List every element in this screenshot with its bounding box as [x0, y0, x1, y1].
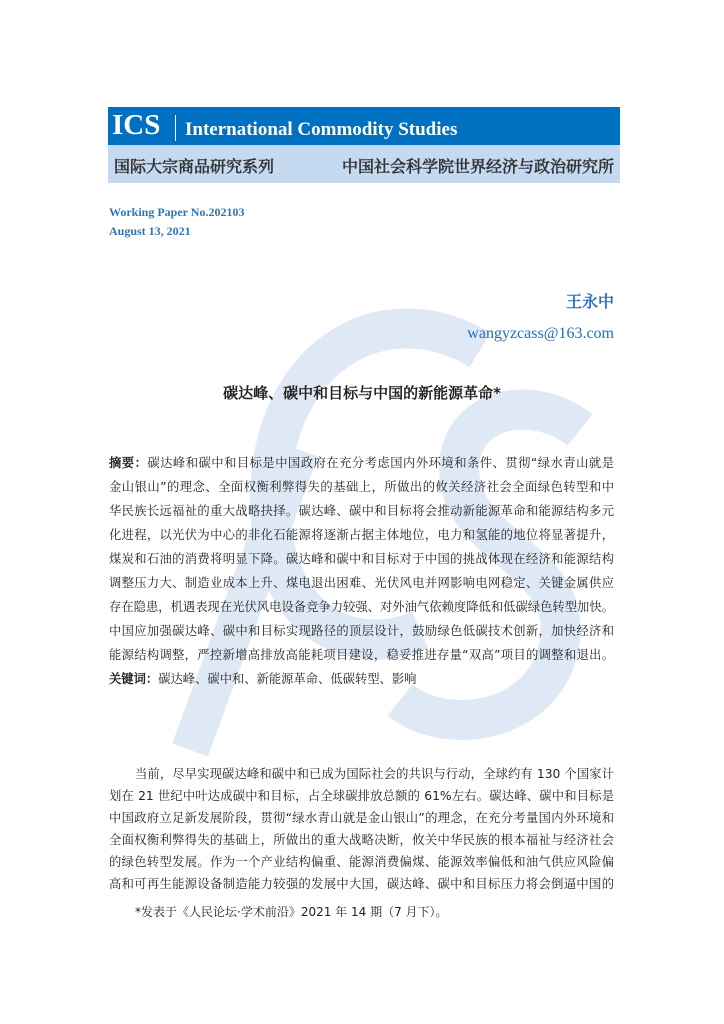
abstract-line: 中国应加强碳达峰、碳中和目标实现路径的顶层设计，鼓励绿色低碳技术创新，加快经济和: [109, 624, 614, 638]
abstract-line: 金山银山”的理念、全面权衡利弊得失的基础上，所做出的攸关经济社会全面绿色转型和中: [109, 480, 614, 494]
author-name: 王永中: [565, 292, 614, 311]
body-line: 的绿色转型发展。作为一个产业结构偏重、能源消费偏煤、能源效率偏低和油气供应风险偏: [109, 855, 614, 869]
paper-title: 碳达峰、碳中和目标与中国的新能源革命*: [223, 384, 501, 402]
abstract-line: 能源结构调整，严控新增高排放高能耗项目建设，稳妥推进存量“双高”项目的调整和退出。: [109, 648, 614, 662]
series-name: International Commodity Studies: [185, 119, 458, 140]
header-subbanner: [108, 145, 620, 183]
ics-logo: ICS: [112, 109, 161, 141]
abstract-label: 摘要：: [109, 456, 148, 470]
abstract-text: 碳达峰和碳中和目标是中国政府在充分考虑国内外环境和条件、贯彻“绿水青山就是: [147, 456, 614, 470]
abstract-line: [109, 451, 614, 475]
body-line: 全面权衡利弊得失的基础上，所做出的重大战略决断，攸关中华民族的根本福祉与经济社会: [109, 833, 614, 847]
institute: 中国社会科学院世界经济与政治研究所: [341, 157, 614, 176]
footnote: *发表于《人民论坛·学术前沿》2021 年 14 期（7 月下）。: [135, 905, 448, 919]
abstract: [109, 451, 614, 691]
abstract-line: 调整压力大、制造业成本上升、煤电退出困难、光伏风电并网影响电网稳定、关键金属供应: [109, 576, 614, 590]
divider: [175, 115, 176, 141]
abstract-line: 化进程，以光伏为中心的非化石能源将逐渐占据主体地位，电力和氢能的地位将显著提升，: [109, 528, 614, 542]
header-banner: [108, 107, 620, 145]
series-cn: 国际大宗商品研究系列: [114, 157, 275, 176]
body-line: 中国政府立足新发展阶段，贯彻“绿水青山就是金山银山”的理念，在充分考量国内外环境和: [109, 811, 614, 825]
body-line: 划在 21 世纪中叶达成碳中和目标，占全球碳排放总额的 61%左右。碳达峰、碳中和目标是: [109, 789, 614, 803]
body-line: 当前，尽早实现碳达峰和碳中和已成为国际社会的共识与行动，全球约有 130 个国家计: [135, 767, 614, 781]
abstract-line: 存在隐患，机遇表现在光伏风电设备竞争力较强、对外油气依赖度降低和低碳绿色转型加快。: [109, 600, 614, 614]
keywords: [109, 667, 614, 691]
paper-number: Working Paper No.202103: [109, 205, 245, 219]
abstract-line: 煤炭和石油的消费将明显下降。碳达峰和碳中和目标对于中国的挑战体现在经济和能源结构: [109, 552, 614, 566]
paper-date: August 13, 2021: [109, 224, 191, 238]
body-line: 高和可再生能源设备制造能力较强的发展中大国，碳达峰、碳中和目标压力将会倒逼中国的: [109, 877, 614, 891]
abstract-line: 华民族长远福祉的重大战略抉择。碳达峰、碳中和目标将会推动新能源革命和能源结构多元: [109, 504, 614, 518]
author-email: wangyzcass@163.com: [467, 325, 614, 342]
keywords-label: 关键词：: [109, 672, 159, 686]
keywords-text: 碳达峰、碳中和、新能源革命、低碳转型、影响: [158, 672, 417, 686]
body-text: [109, 763, 614, 895]
